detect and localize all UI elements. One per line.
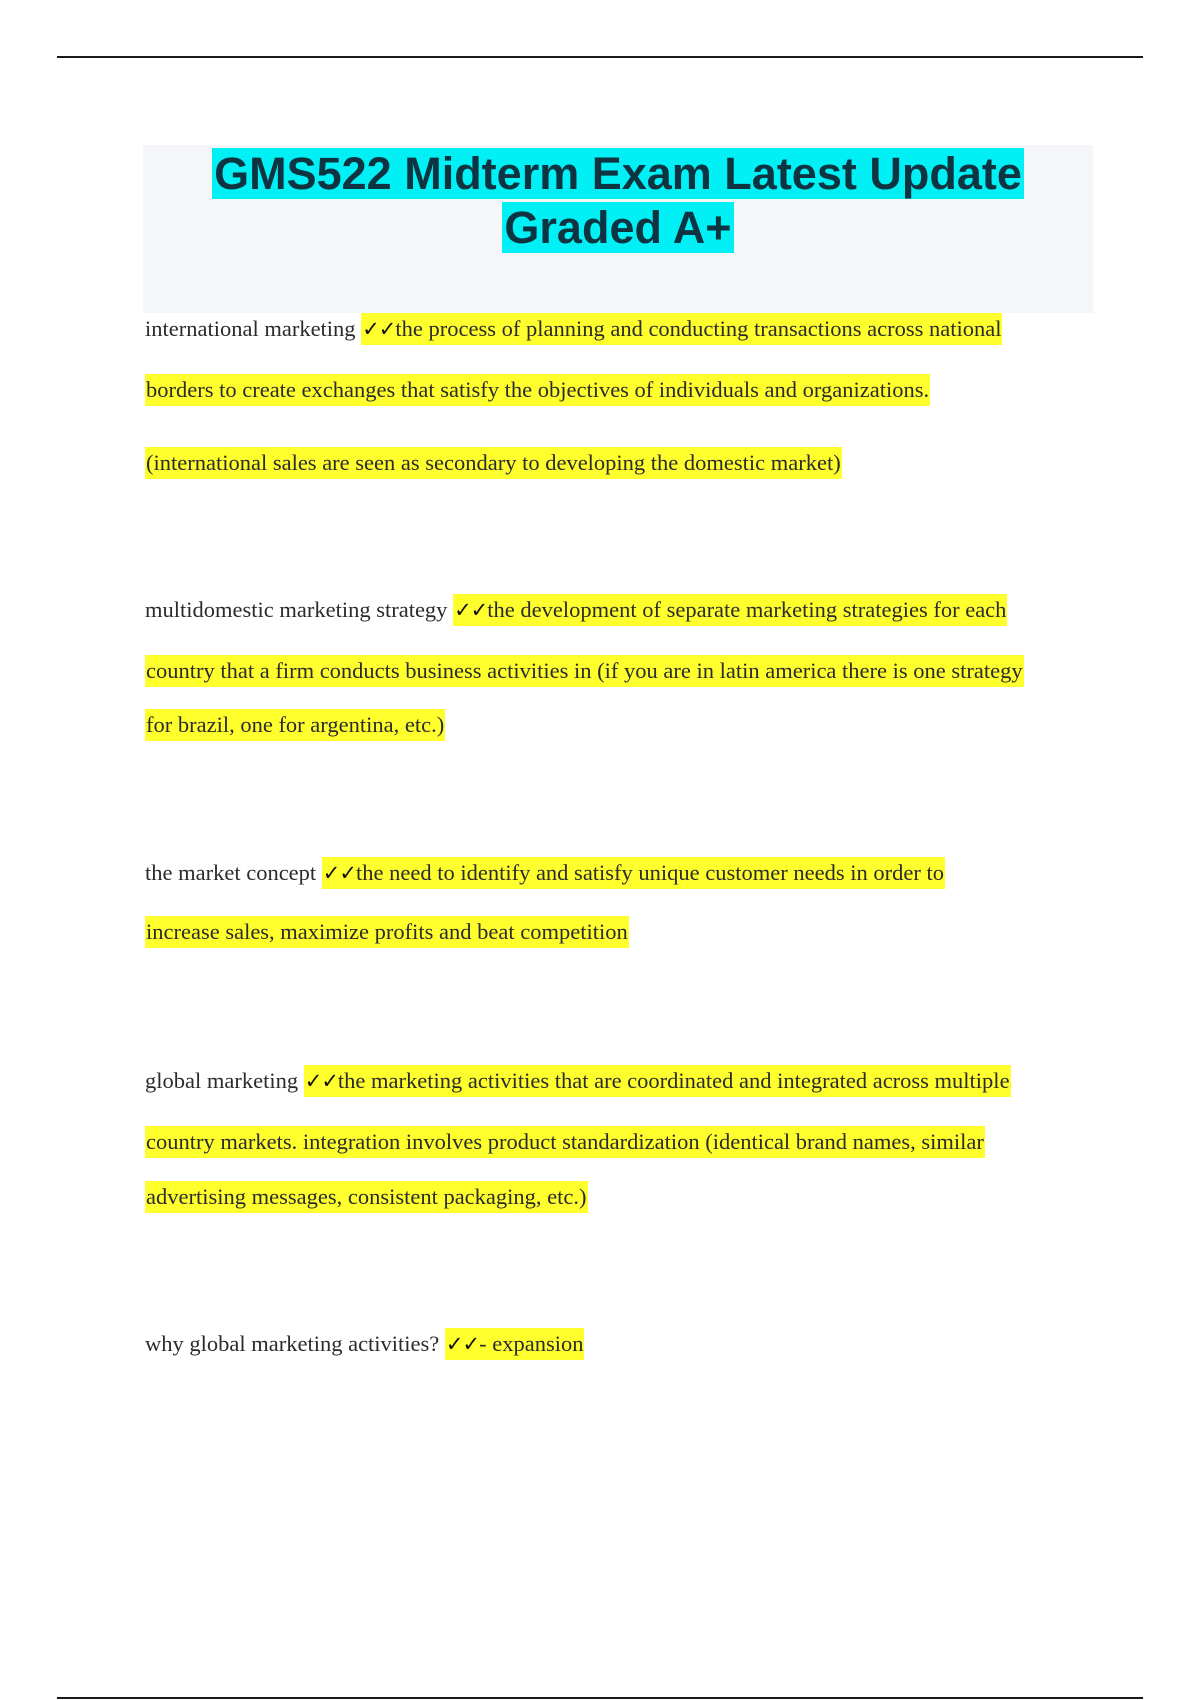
document-title-line-1: GMS522 Midterm Exam Latest Update — [214, 148, 1022, 199]
definition-text: the process of planning and conducting transactions across national — [395, 316, 1002, 341]
definition-text: country markets. integration involves product standardization (identical brand names, similar — [145, 1126, 985, 1158]
definition-text: the marketing activities that are coordinated and integrated across multiple — [337, 1068, 1010, 1093]
definition-text: advertising messages, consistent packaging, etc.) — [145, 1181, 588, 1213]
entry-multidomestic-line-1 — [145, 599, 1007, 621]
entry-why-global-line-1 — [145, 1333, 584, 1355]
entry-multidomestic-line-2 — [145, 660, 1024, 682]
entry-multidomestic-line-3 — [145, 714, 445, 736]
definition-highlight — [304, 1065, 1011, 1097]
top-rule — [57, 56, 1143, 58]
definition-highlight — [361, 313, 1002, 345]
check-mark-icon: ✓✓ — [322, 861, 356, 885]
definition-text: borders to create exchanges that satisfy the objectives of individuals and organizations. — [145, 374, 930, 406]
definition-text: country that a firm conducts business activities in (if you are in latin america there is one strategy — [145, 655, 1024, 687]
term-label: multidomestic marketing strategy — [145, 597, 454, 622]
term-label: international marketing — [145, 316, 362, 341]
entry-international-marketing-line-3 — [145, 452, 842, 474]
definition-highlight — [453, 594, 1007, 626]
entry-market-concept-line-1 — [145, 862, 945, 884]
check-mark-icon: ✓✓ — [454, 598, 488, 622]
entry-global-marketing-line-3 — [145, 1186, 588, 1208]
bottom-rule — [57, 1697, 1143, 1699]
definition-text: - expansion — [479, 1331, 584, 1356]
entry-global-marketing-line-1 — [145, 1070, 1011, 1092]
definition-highlight — [445, 1328, 585, 1360]
entry-market-concept-line-2 — [145, 921, 629, 943]
definition-text: the development of separate marketing strategies for each — [487, 597, 1007, 622]
term-label: why global marketing activities? — [145, 1331, 445, 1356]
entry-global-marketing-line-2 — [145, 1131, 985, 1153]
entry-international-marketing-line-1 — [145, 318, 1002, 340]
check-mark-icon: ✓✓ — [362, 317, 396, 341]
entry-international-marketing-line-2 — [145, 379, 930, 401]
definition-text: (international sales are seen as secondary to developing the domestic market) — [145, 447, 842, 479]
definition-text: increase sales, maximize profits and beat competition — [145, 916, 629, 948]
document-title-line-2: Graded A+ — [504, 202, 732, 253]
title-block — [143, 145, 1093, 313]
term-label: the market concept — [145, 860, 322, 885]
check-mark-icon: ✓✓ — [304, 1069, 338, 1093]
check-mark-icon: ✓✓ — [445, 1332, 480, 1356]
term-label: global marketing — [145, 1068, 304, 1093]
definition-text: for brazil, one for argentina, etc.) — [145, 709, 445, 741]
definition-highlight — [322, 857, 945, 889]
definition-text: the need to identify and satisfy unique customer needs in order to — [356, 860, 944, 885]
